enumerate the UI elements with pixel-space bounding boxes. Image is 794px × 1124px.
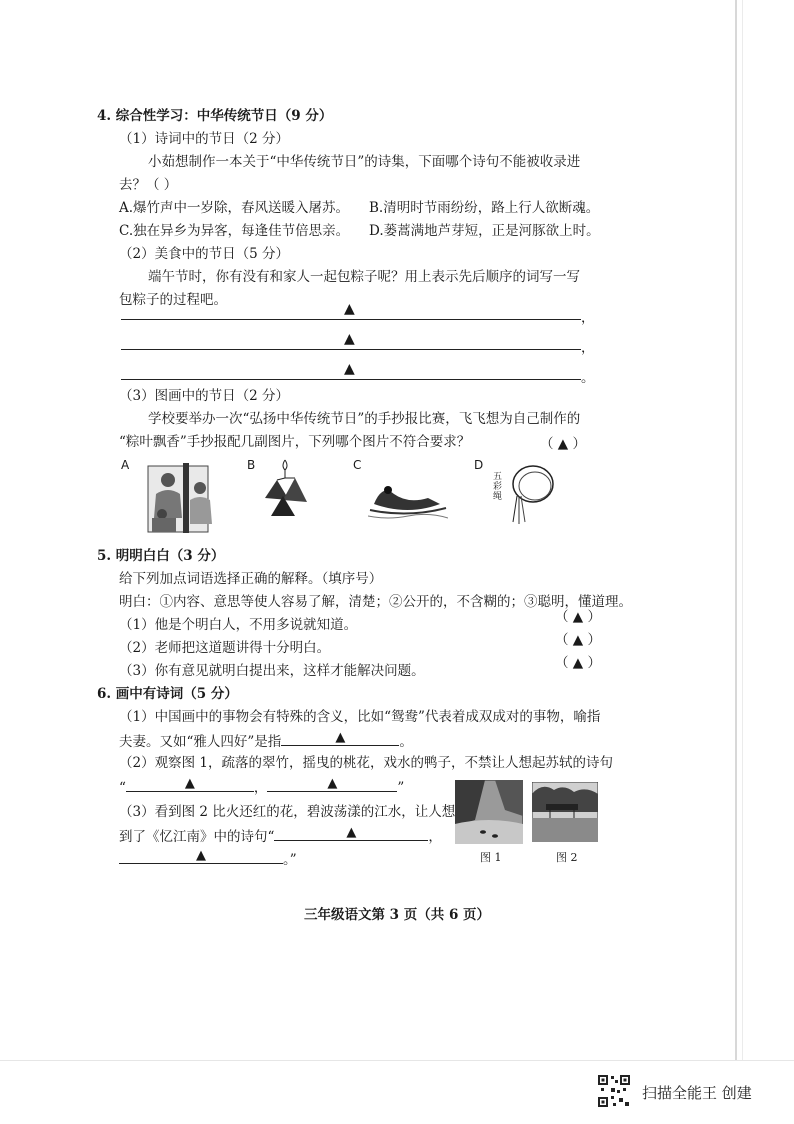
figure-1-bamboo-ducks <box>455 780 523 844</box>
q4-part1-heading: （1）诗词中的节日（2 分） <box>119 131 289 147</box>
qr-code-icon <box>597 1074 631 1108</box>
q4-part1-stem-cont: 去？（ ） <box>119 177 178 193</box>
punct: ， <box>428 829 442 845</box>
q6-part3-line2 <box>119 826 442 846</box>
q5-item: （2）老师把这道题讲得十分明白。 <box>119 640 331 656</box>
figure-2-river-scene <box>532 782 598 842</box>
punct: 。 <box>399 734 413 750</box>
q6-part3-line3 <box>119 849 297 869</box>
q6-part3-blank-1[interactable] <box>274 826 428 841</box>
punct: ， <box>581 310 595 326</box>
answer-marker: ▲ <box>346 825 357 840</box>
q4-part3-answer-slot[interactable]: （ ▲ ） <box>540 436 586 452</box>
punct: 。 <box>283 852 290 868</box>
figure-2-caption: 图 2 <box>556 851 578 864</box>
close-quote: ” <box>289 852 297 868</box>
picture-d-colored-thread <box>505 460 557 526</box>
q6-part3-blank-2[interactable] <box>119 849 283 864</box>
picture-label-d: D <box>474 458 484 472</box>
q6-part1-text: 夫妻。又如“雅人四好”是指 <box>119 734 282 750</box>
picture-label-a: A <box>121 458 130 472</box>
q5-item: （1）他是个明白人，不用多说就知道。 <box>119 617 358 633</box>
picture-c-dragon-boat <box>368 470 448 520</box>
punct: ， <box>581 340 595 356</box>
answer-line[interactable] <box>121 348 581 350</box>
answer-marker: ▲ <box>344 301 355 317</box>
q4-part3-heading: （3）图画中的节日（2 分） <box>119 388 289 404</box>
picture-label-b: B <box>247 458 256 472</box>
q5-definition: 明白：①内容、意思等使人容易了解，清楚；②公开的，不含糊的；③聪明，懂道理。 <box>119 594 632 610</box>
q6-part2-blank-2[interactable] <box>267 777 397 792</box>
q5-stem: 给下列加点词语选择正确的解释。（填序号） <box>119 571 383 587</box>
q6-part1-blank[interactable] <box>281 731 399 746</box>
answer-marker: ▲ <box>335 730 346 745</box>
scanner-watermark: 扫描全能王 创建 <box>642 1084 752 1102</box>
q4-part3-stem: 学校要举办一次“弘扬中华传统节日”的手抄报比赛，飞飞想为自己制作的 <box>148 411 581 427</box>
q5-title: 5. 明明白白（3 分） <box>97 548 225 564</box>
q5-answer-slot[interactable]: （ ▲ ） <box>555 632 601 648</box>
q6-part2-blank-1[interactable] <box>126 777 254 792</box>
picture-label-c: C <box>353 458 362 472</box>
q4-part2-stem: 端午节时，你有没有和家人一起包粽子呢？用上表示先后顺序的词写一写 <box>148 269 580 285</box>
q4-option-d: D.蒌蒿满地芦芽短，正是河豚欲上时。 <box>369 223 600 239</box>
q4-part3-stem-cont: “粽叶飘香”手抄报配几副图片，下列哪个图片不符合要求？ <box>119 434 471 450</box>
picture-a-people-illustration <box>138 458 220 534</box>
punct: ， <box>253 780 268 796</box>
q6-part3-line1: （3）看到图 2 比火还红的花，碧波荡漾的江水，让人想 <box>119 804 456 820</box>
q6-part2-line1: （2）观察图 1，疏落的翠竹，摇曳的桃花，戏水的鸭子，不禁让人想起苏轼的诗句 <box>119 755 613 771</box>
q6-title: 6. 画中有诗词（5 分） <box>97 686 238 702</box>
punct: 。 <box>581 370 595 386</box>
answer-marker: ▲ <box>327 776 338 791</box>
close-quote: ” <box>397 780 405 796</box>
q4-part2-heading: （2）美食中的节日（5 分） <box>119 246 289 262</box>
figure-1-caption: 图 1 <box>480 851 502 864</box>
page-bottom-edge <box>0 1060 794 1061</box>
q4-option-a: A.爆竹声中一岁除，春风送暖入屠苏。 <box>119 200 350 216</box>
answer-marker: ▲ <box>344 331 355 347</box>
answer-marker: ▲ <box>344 361 355 377</box>
picture-d-caption: 五彩绳 <box>493 472 503 502</box>
page-edge <box>742 0 743 1060</box>
page-footer: 三年级语文第 3 页（共 6 页） <box>303 907 491 923</box>
answer-marker: ▲ <box>196 848 206 863</box>
q4-part2-stem-cont: 包粽子的过程吧。 <box>119 292 227 308</box>
q6-part1-line1: （1）中国画中的事物会有特殊的含义，比如“鸳鸯”代表着成双成对的事物，喻指 <box>119 709 601 725</box>
picture-b-zongzi <box>255 458 317 520</box>
open-quote: “ <box>119 780 126 796</box>
q6-part1-line2 <box>119 731 413 751</box>
answer-line[interactable] <box>121 318 581 320</box>
q5-answer-slot[interactable]: （ ▲ ） <box>555 655 601 671</box>
q4-option-b: B.清明时节雨纷纷，路上行人欲断魂。 <box>369 200 600 216</box>
q4-part1-stem: 小茹想制作一本关于“中华传统节日”的诗集，下面哪个诗句不能被收录进 <box>148 154 581 170</box>
answer-marker: ▲ <box>184 776 195 791</box>
page-edge <box>735 0 737 1060</box>
q5-item: （3）你有意见就明白提出来，这样才能解决问题。 <box>119 663 425 679</box>
q6-part3-text: 到了《忆江南》中的诗句“ <box>119 829 275 845</box>
q5-answer-slot[interactable]: （ ▲ ） <box>555 609 601 625</box>
answer-line[interactable] <box>121 378 581 380</box>
q6-part2-line2 <box>119 777 404 797</box>
q4-title: 4. 综合性学习：中华传统节日（9 分） <box>97 108 333 124</box>
q4-option-c: C.独在异乡为异客，每逢佳节倍思亲。 <box>119 223 350 239</box>
